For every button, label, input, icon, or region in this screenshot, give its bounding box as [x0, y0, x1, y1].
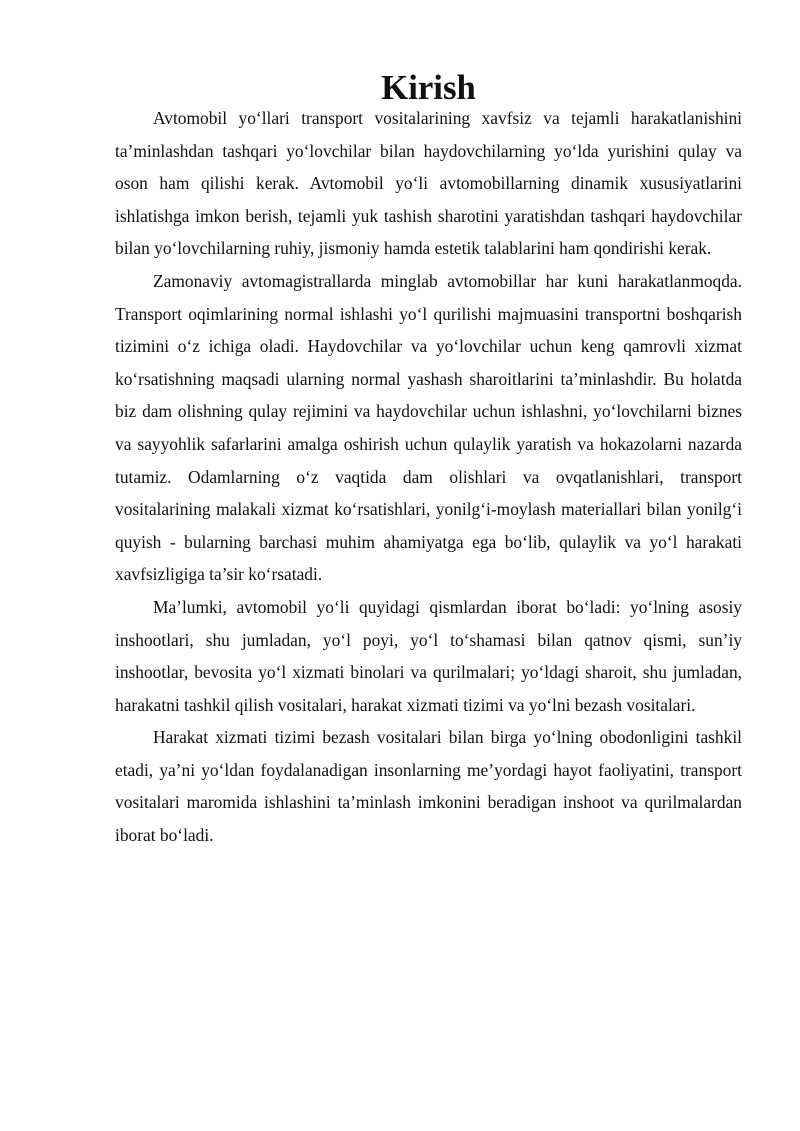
paragraph-4: Harakat xizmati tizimi bezash vositalari bilan birga yo‘lning obodonligini tashkil etadi, ya’ni yo‘ldan foydalanadigan insonlarning me’yordagi hayot faoliyatini, transport vositalari maromida ishlashini ta’minlash imkonini beradigan inshoot va qurilmalardan iborat bo‘ladi.	[115, 727, 742, 846]
document-page	[115, 68, 742, 852]
paragraph-1: Avtomobil yo‘llari transport vositalarining xavfsiz va tejamli harakatlanishini ta’minlashdan tashqari yo‘lovchilar bilan haydovchilarning yo‘lda yurishini qulay va oson ham qilishi kerak. Avtomobil yo‘li avtomobillarning dinamik xususiyatlarini ishlatishga imkon berish, tejamli yuk tashish sharotini yaratishdan tashqari haydovchilar bilan yo‘lovchilarning ruhiy, jismoniy hamda estetik talablarini ham qondirishi kerak.	[115, 108, 742, 259]
paragraph-2: Zamonaviy avtomagistrallarda minglab avtomobillar har kuni harakatlanmoqda. Transport oqimlarining normal ishlashi yo‘l qurilishi majmuasini transportni boshqarish tizimini o‘z ichiga oladi. Haydovchilar va yo‘lovchilar uchun keng qamrovli xizmat ko‘rsatishning maqsadi ularning normal yashash sharoitlarini ta’minlashdir. Bu holatda biz dam olishning qulay rejimini va haydovchilar uchun ishlashni, yo‘lovchilarni biznes va sayyohlik safarlarini amalga oshirish uchun qulaylik yaratish va hokazolarni nazarda tutamiz. Odamlarning o‘z vaqtida dam olishlari va ovqatlanishlari, transport vositalarining malakali xizmat ko‘rsatishlari, yonilg‘i-moylash materiallari bilan yonilg‘i quyish - bularning barchasi muhim ahamiyatga ega bo‘lib, qulaylik va yo‘l harakati xavfsizligiga ta’sir ko‘rsatadi.	[115, 270, 742, 585]
document-title: Kirish	[381, 68, 476, 107]
paragraph-3: Ma’lumki, avtomobil yo‘li quyidagi qismlardan iborat bo‘ladi: yo‘lning asosiy inshootlari, shu jumladan, yo‘l poyi, yo‘l to‘shamasi bilan qatnov qismi, sun’iy inshootlar, bevosita yo‘l xizmati binolari va qurilmalari; yo‘ldagi sharoit, shu jumladan, harakatni tashkil qilish vositalari, harakat xizmati tizimi va yo‘lni bezash vositalari.	[115, 596, 742, 715]
